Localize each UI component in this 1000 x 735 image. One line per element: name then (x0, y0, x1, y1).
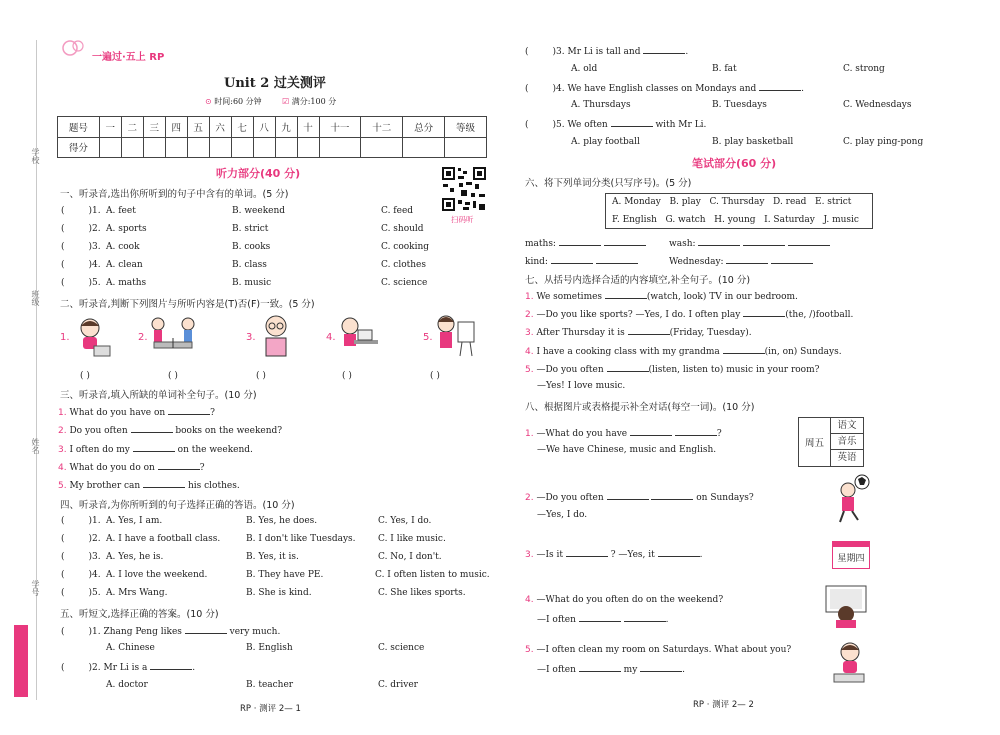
s2-pic1-number: 1. (60, 332, 70, 343)
section6-title: 六、将下列单词分类(只写序号)。(5 分) (525, 178, 692, 189)
s2-pic2-number: 2. (138, 332, 148, 343)
calendar-icon (832, 541, 870, 569)
s4-q1-c[interactable]: C. Yes, I do. (378, 516, 432, 526)
s5-q3-c[interactable]: C. strong (843, 64, 885, 74)
answer-blank[interactable] (698, 237, 740, 246)
answer-blank[interactable] (771, 255, 813, 264)
table-cell: 九 (275, 117, 297, 138)
answer-blank[interactable] (651, 491, 693, 500)
answer-blank[interactable] (604, 237, 646, 246)
score-cell[interactable] (253, 137, 275, 158)
s6-wash-row: wash: (669, 237, 830, 249)
s3-q3: 3. I often do my on the weekend. (58, 445, 253, 455)
s1-q2-c[interactable]: C. should (381, 224, 424, 234)
answer-blank[interactable] (607, 491, 649, 500)
section5-title: 五、听短文,选择正确的答案。(10 分) (60, 609, 219, 620)
s4-q3-b[interactable]: B. Yes, it is. (246, 552, 299, 562)
s5-q2: ( )2. Mr Li is a . (61, 663, 196, 673)
s8-q2-line1: 2. —Do you often on Sundays? (525, 493, 754, 503)
s4-q5: ( )5. (61, 588, 101, 598)
answer-blank[interactable] (605, 290, 647, 299)
s5-q2-b[interactable]: B. teacher (246, 680, 294, 690)
s4-q4-c[interactable]: C. I often listen to music. (375, 570, 490, 580)
qr-code-icon[interactable] (441, 166, 487, 212)
answer-blank[interactable] (559, 237, 601, 246)
score-cell[interactable] (319, 137, 361, 158)
s5-q5-c[interactable]: C. play ping-pong (843, 137, 924, 147)
s5-q1-a[interactable]: A. Chinese (106, 643, 155, 653)
s1-q2-a[interactable]: A. sports (106, 224, 147, 234)
page-title: Unit 2 过关测评 (224, 76, 326, 91)
answer-blank[interactable] (158, 461, 200, 470)
timetable-day: 周五 (799, 418, 831, 466)
table-cell: 五 (187, 117, 209, 138)
s4-q4-a[interactable]: A. I love the weekend. (106, 570, 208, 580)
table-cell: 题号 (58, 117, 100, 138)
answer-blank[interactable] (723, 345, 765, 354)
s4-q1-a[interactable]: A. Yes, I am. (106, 516, 163, 526)
s1-q3-a[interactable]: A. cook (106, 242, 140, 252)
answer-blank[interactable] (658, 548, 700, 557)
score-cell[interactable] (165, 137, 187, 158)
score-table-header-row (58, 117, 487, 138)
s1-q1-b[interactable]: B. weekend (232, 206, 286, 216)
s1-q2-b[interactable]: B. strict (232, 224, 269, 234)
s5-q4-b[interactable]: B. Tuesdays (712, 100, 767, 110)
table-cell: 四 (165, 117, 187, 138)
s2-pic3-number: 3. (246, 332, 256, 343)
s7-q1: 1. We sometimes (watch, look) TV in our bedroom. (525, 292, 798, 302)
calendar-label: 星期四 (837, 554, 865, 564)
s1-q5-c[interactable]: C. science (381, 278, 428, 288)
s5-q3: ( )3. Mr Li is tall and . (525, 47, 689, 57)
s5-q1: ( )1. Zhang Peng likes very much. (61, 627, 281, 637)
answer-blank[interactable] (640, 663, 682, 672)
timetable-subject: 语文 (831, 418, 863, 434)
answer-blank[interactable] (607, 363, 649, 372)
girl-football-icon (832, 472, 872, 524)
s2-answer-5[interactable]: ( ) (430, 371, 440, 381)
s1-q3-c[interactable]: C. cooking (381, 242, 430, 252)
s6-maths-row: maths: (525, 237, 646, 249)
listening-section-title: 听力部分(40 分) (216, 167, 301, 180)
s5-q4: ( )4. We have English classes on Mondays and . (525, 84, 804, 94)
score-table (57, 116, 487, 158)
s5-q2-a[interactable]: A. doctor (106, 680, 148, 690)
s8-q4-line1: 4. —What do you often do on the weekend? (525, 595, 724, 605)
s4-q4: ( )4. (61, 570, 101, 580)
time-info: ⊙ 时间:60 分钟 (205, 97, 262, 106)
boy-computer-icon (822, 584, 870, 628)
table-cell: 得分 (58, 137, 100, 158)
answer-blank[interactable] (596, 255, 638, 264)
table-cell: 等级 (445, 117, 487, 138)
timetable-subject: 音乐 (831, 434, 863, 450)
section3-title: 三、听录音,填入所缺的单词补全句子。(10 分) (60, 390, 257, 401)
answer-blank[interactable] (788, 237, 830, 246)
boy-cleaning-room-icon (828, 640, 872, 686)
s1-q4-c[interactable]: C. clothes (381, 260, 426, 270)
ping-pong-icon (148, 314, 198, 360)
answer-blank[interactable] (133, 443, 175, 452)
s4-q1-b[interactable]: B. Yes, he does. (246, 516, 318, 526)
answer-blank[interactable] (743, 308, 785, 317)
footer-left: RP · 测评 2— 1 (240, 704, 301, 714)
section4-title: 四、听录音,为你所听到的句子选择正确的答语。(10 分) (60, 500, 295, 511)
s7-q3: 3. After Thursday it is (Friday, Tuesday). (525, 328, 752, 338)
calendar-top-bar (833, 542, 869, 547)
section1-title: 一、听录音,选出你所听到的句子中含有的单词。(5 分) (60, 189, 289, 200)
score-cell[interactable] (275, 137, 297, 158)
s5-q2-c[interactable]: C. driver (378, 680, 418, 690)
boy-at-desk-icon (336, 314, 380, 358)
s4-q5-a[interactable]: A. Mrs Wang. (106, 588, 168, 598)
answer-blank[interactable] (743, 237, 785, 246)
girl-painting-icon (432, 312, 478, 360)
s1-q5: ( )5. (61, 278, 101, 288)
s8-q3: 3. —Is it ? —Yes, it . (525, 550, 703, 560)
s1-q4-a[interactable]: A. clean (106, 260, 143, 270)
s1-q5-a[interactable]: A. maths (106, 278, 147, 288)
table-cell: 八 (253, 117, 275, 138)
s3-q2: 2. Do you often books on the weekend? (58, 426, 283, 436)
answer-blank[interactable] (143, 479, 185, 488)
table-cell: 三 (143, 117, 165, 138)
binding-line (36, 40, 37, 700)
s3-q5: 5. My brother can his clothes. (58, 481, 240, 491)
answer-blank[interactable] (628, 326, 670, 335)
score-cell[interactable] (121, 137, 143, 158)
s5-q5-b[interactable]: B. play basketball (712, 137, 794, 147)
answer-blank[interactable] (630, 427, 672, 436)
s8-q1-line1: 1. —What do you have ? (525, 429, 722, 439)
s5-q5: ( )5. We often with Mr Li. (525, 120, 707, 130)
s7-q5: 5. —Do you often (listen, listen to) music in your room? (525, 365, 820, 375)
s5-q1-b[interactable]: B. English (246, 643, 293, 653)
s2-answer-3[interactable]: ( ) (256, 371, 266, 381)
s5-q5-a[interactable]: A. play football (571, 137, 640, 147)
s1-q1-a[interactable]: A. feet (106, 206, 136, 216)
s1-q1-c[interactable]: C. feed (381, 206, 414, 216)
s1-q3: ( )3. (61, 242, 101, 252)
s4-q3: ( )3. (61, 552, 101, 562)
timetable-subject: 英语 (837, 452, 857, 463)
s4-q3-c[interactable]: C. No, I don't. (378, 552, 442, 562)
boy-reading-icon (256, 314, 296, 360)
s3-q1: 1. What do you have on ? (58, 408, 215, 418)
s8-q5-line1: 5. —I often clean my room on Saturdays. What about you? (525, 645, 792, 655)
s5-q1-c[interactable]: C. science (378, 643, 425, 653)
s4-q4-b[interactable]: B. They have PE. (246, 570, 324, 580)
sidebar-class-label: 班级 (31, 290, 40, 306)
s7-q4: 4. I have a cooking class with my grandma (in, on) Sundays. (525, 347, 842, 357)
writing-section-title: 笔试部分(60 分) (692, 157, 777, 170)
answer-blank[interactable] (131, 424, 173, 433)
answer-blank[interactable] (579, 663, 621, 672)
s3-q4: 4. What do you do on ? (58, 463, 205, 473)
s2-answer-2[interactable]: ( ) (168, 371, 178, 381)
s2-pic4-number: 4. (326, 332, 336, 343)
s5-q3-a[interactable]: A. old (571, 64, 598, 74)
s4-q3-a[interactable]: A. Yes, he is. (106, 552, 164, 562)
section8-title: 八、根据图片或表格提示补全对话(每空一词)。(10 分) (525, 402, 755, 413)
table-cell: 十二 (361, 117, 403, 138)
s4-q2-b[interactable]: B. I don't like Tuesdays. (246, 534, 356, 544)
s5-q4-a[interactable]: A. Thursdays (571, 100, 631, 110)
footer-right: RP · 测评 2— 2 (693, 700, 754, 710)
sidebar-id-label: 学号 (31, 580, 40, 596)
s1-q4: ( )4. (61, 260, 101, 270)
score-cell[interactable] (209, 137, 231, 158)
timetable-box (798, 417, 864, 467)
s7-q5-reply: —Yes! I love music. (537, 381, 626, 391)
answer-blank[interactable] (579, 613, 621, 622)
sidebar-name-label: 姓名 (31, 438, 40, 454)
s4-q2: ( )2. (61, 534, 101, 544)
s1-q2: ( )2. (61, 224, 101, 234)
s4-q5-b[interactable]: B. She is kind. (246, 588, 312, 598)
answer-blank[interactable] (624, 613, 666, 622)
table-cell: 十 (297, 117, 319, 138)
table-cell: 二 (121, 117, 143, 138)
full-score-text: 满分:100 分 (291, 97, 337, 106)
score-table-score-row (58, 137, 487, 158)
table-cell: 总分 (403, 117, 445, 138)
s7-q2: 2. —Do you like sports? —Yes, I do. I often play (the, /)football. (525, 310, 854, 320)
boy-cleaning-icon (70, 316, 114, 360)
answer-blank[interactable] (675, 427, 717, 436)
s1-q3-b[interactable]: B. cooks (232, 242, 271, 252)
qr-caption: 扫码听 (451, 215, 474, 224)
s1-q4-b[interactable]: B. class (232, 260, 267, 270)
s5-q4-c[interactable]: C. Wednesdays (843, 100, 912, 110)
s8-q2-line2: —Yes, I do. (537, 510, 588, 520)
brand-name: 一遍过·五上 RP (92, 52, 165, 63)
answer-blank[interactable] (726, 255, 768, 264)
score-cell[interactable] (143, 137, 165, 158)
score-cell[interactable] (361, 137, 403, 158)
table-cell: 一 (99, 117, 121, 138)
s4-q1: ( )1. (61, 516, 101, 526)
section2-title: 二、听录音,判断下列图片与所听内容是(T)否(F)一致。(5 分) (60, 299, 315, 310)
s4-q5-c[interactable]: C. She likes sports. (378, 588, 466, 598)
brand-logo (60, 38, 88, 61)
word-bank-row1: A. Monday B. play C. Thursday D. read E. strict (612, 197, 852, 207)
score-info: ☑ 满分:100 分 (282, 97, 337, 106)
s1-q1: ( )1. (61, 206, 101, 216)
table-cell: 十一 (319, 117, 361, 138)
table-cell: 六 (209, 117, 231, 138)
s2-answer-1[interactable]: ( ) (80, 371, 90, 381)
s1-q5-b[interactable]: B. music (232, 278, 272, 288)
section7-title: 七、从括号内选择合适的内容填空,补全句子。(10 分) (525, 275, 751, 286)
s2-answer-4[interactable]: ( ) (342, 371, 352, 381)
word-bank-row2: F. English G. watch H. young I. Saturday J. music (612, 215, 859, 225)
answer-blank[interactable] (168, 406, 210, 415)
s8-q1-line2: —We have Chinese, music and English. (537, 445, 717, 455)
s2-pic5-number: 5. (423, 332, 433, 343)
score-cell[interactable] (403, 137, 445, 158)
score-cell[interactable] (297, 137, 319, 158)
answer-blank[interactable] (551, 255, 593, 264)
score-cell[interactable] (231, 137, 253, 158)
s6-wednesday-row: Wednesday: (669, 255, 813, 267)
s4-q2-a[interactable]: A. I have a football class. (106, 534, 221, 544)
brand-strip (14, 625, 28, 697)
s6-kind-row: kind: (525, 255, 638, 267)
time-text: 时间:60 分钟 (214, 97, 262, 106)
s5-q3-b[interactable]: B. fat (712, 64, 737, 74)
sidebar-school-label: 学校 (31, 148, 40, 164)
s8-q5-line2: —I often my . (537, 665, 686, 675)
table-cell: 七 (231, 117, 253, 138)
score-cell[interactable] (445, 137, 487, 158)
s4-q2-c[interactable]: C. I like music. (378, 534, 446, 544)
s8-q4-line2: —I often . (537, 615, 669, 625)
answer-blank[interactable] (566, 548, 608, 557)
score-cell[interactable] (187, 137, 209, 158)
score-cell[interactable] (99, 137, 121, 158)
